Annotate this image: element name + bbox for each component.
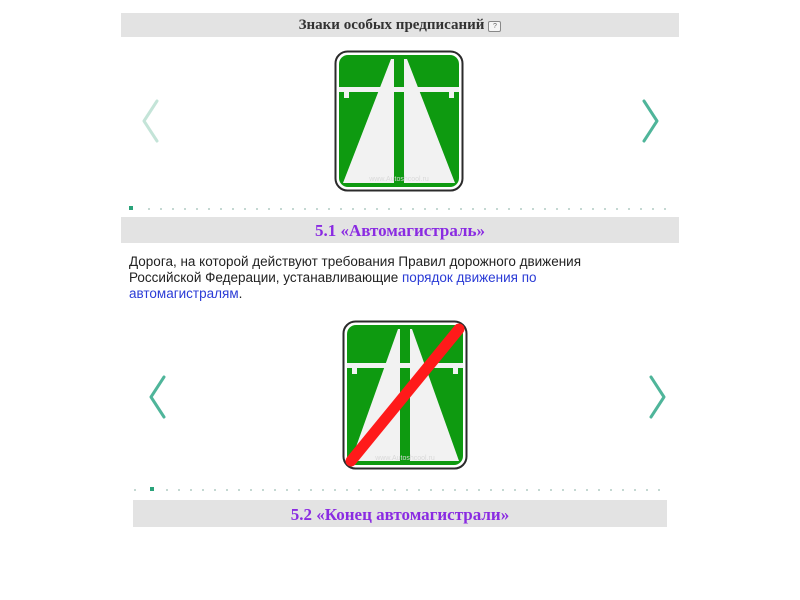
prev-arrow-icon[interactable]: [146, 374, 168, 420]
traffic-rules-link[interactable]: порядок движения по автомагистралям: [129, 270, 537, 301]
carousel-pagination[interactable]: [129, 206, 674, 212]
section-title: Знаки особых предписаний: [298, 17, 485, 33]
sign-image-5-1: [334, 50, 464, 192]
sign-image-5-2: [342, 320, 468, 470]
section-title-bar: [121, 13, 679, 37]
next-arrow-icon[interactable]: [647, 374, 669, 420]
description-end: .: [238, 286, 243, 301]
sign-heading-5-2: 5.2 «Конец автомагистрали»: [133, 500, 667, 527]
carousel-pagination[interactable]: [133, 487, 667, 493]
prev-arrow-icon[interactable]: [139, 98, 161, 144]
description-text: Дорога, на которой действуют требования Правил дорожного движения Российской Федерации, устанавливающие: [129, 254, 582, 285]
sign-description: [129, 254, 649, 302]
sign-watermark: www.Autoshcool.ru: [375, 455, 435, 462]
help-icon[interactable]: ?: [488, 21, 501, 32]
sign-watermark: www.Autoshcool.ru: [369, 176, 429, 183]
sign-heading-5-1: 5.1 «Автомагистраль»: [121, 217, 679, 243]
next-arrow-icon[interactable]: [640, 98, 662, 144]
